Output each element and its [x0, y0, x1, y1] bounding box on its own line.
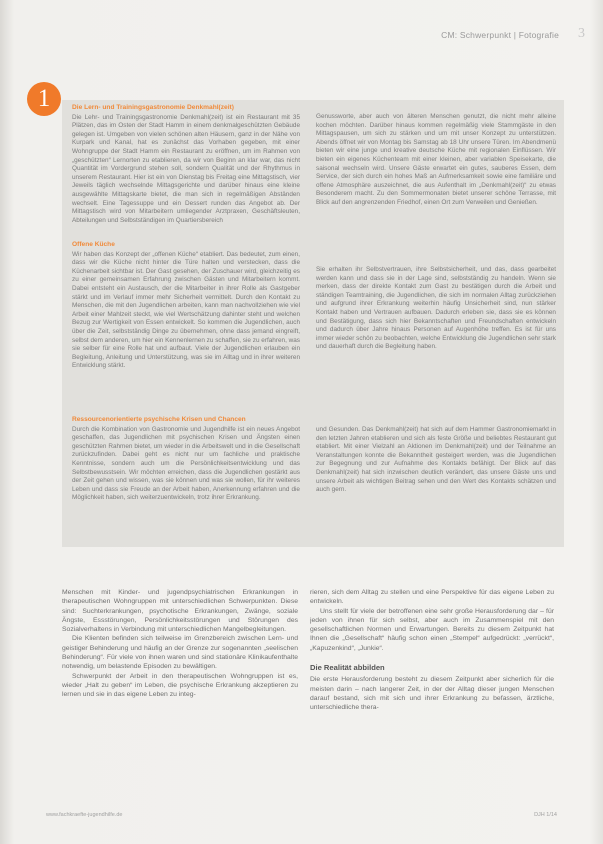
- box2-right-column: [316, 266, 556, 409]
- page-mark: 3: [578, 26, 585, 41]
- main-left-paragraph-2: Die Klienten befinden sich teilweise im Grenzbereich zwischen Lern- und geistiger Behinderung und häufig an der Grenze zur sogenannten „seelischen Behinderung“. Für viele von ihnen waren und sind stationäre Klinikaufenthalte notwendig, um belastende Episoden zu bewältigen.: [62, 635, 298, 671]
- box3-right-text: und Gesunden. Das Denkmahl(zeit) hat sich auf dem Hammer Gastronomiemarkt in den letzten Jahren etablieren und sich als feste Größe und beliebtes Restaurant gut etabliert. Mit einer Vielzahl an Aktionen im Denkmahl(zeit) und der Teilnahme an Veranstaltungen konnte die Bekanntheit gesteigert werden, was die Jugendlichen zur Begegnung und zur Aufnahme des Kontakts befähigt. Der Blick auf das Denkmahl(zeit) hat sich inzwischen deutlich verändert, das unsere Gäste uns und unsere Arbeit als wichtigen Beitrag sehen und den Wert des Kontakts schätzen und auch gern.: [316, 426, 556, 494]
- main-left-column: [62, 588, 298, 808]
- main-right-column: [310, 588, 554, 808]
- main-left-paragraph-1: Menschen mit Kinder- und jugendpsychiatrischen Erkrankungen in therapeutischen Wohngruppen mit unterschiedlichen Schwerpunkten. Diese sind: Suchterkrankungen, psychotische Erkrankungen, Zwänge, soziale Ängste, Essstörungen, Persönlichkeitsstörungen und Störungen des Sozialverhaltens in Verbindung mit unterschiedlichen Mangelbegleitungen.: [62, 589, 298, 634]
- box1-left-column: [72, 104, 300, 240]
- box2-heading: Offene Küche: [72, 241, 115, 248]
- main-right-paragraph-3: Die erste Herausforderung besteht zu diesem Zeitpunkt aber sicherlich für die meisten darin – nach langerer Zeit, in der der Alltag dieser jungen Menschen darauf bestand, sich mit sich und ihrer Erkrankung zu befassen, ärztliche, unterschiedliche thera-: [310, 676, 554, 712]
- main-right-heading: Die Realität abbilden: [310, 663, 385, 673]
- box3-left-text: Durch die Kombination von Gastronomie und Jugendhilfe ist ein neues Angebot geschaffen, das Jugendlichen mit psychischen Krisen und Ängsten einen geschützten Rahmen bietet, um wieder in die Arbeitswelt und in die Gesellschaft zurückzufinden. Dabei geht es nicht nur um fachliche und praktische Kenntnisse, sondern auch um die Persönlichkeitsentwicklung und das Selbstbewusstsein. Wir möchten erreichen, dass die Jugendlichen gestärkt aus der Zeit gehen und wissen, was sie können und was sie wollen, für ihr weiteres Leben und dass sie Freude an der Arbeit haben, Anerkennung erfahren und die Möglichkeit haben, sich weiterzuentwickeln, trotz ihrer Erkrankung.: [72, 425, 300, 502]
- box2-left-text: Wir haben das Konzept der „offenen Küche“ etabliert. Das bedeutet, zum einen, dass wir die Küche nicht hinter die Türe halten und verstecken, dass die Küchenarbeit sichtbar ist. Der Gast gesehen, der Zuschauer wird, gleichzeitig es zu einer gemeinsamen Erfahrung zwischen Gästen und Mitarbeitern kommt. Dabei entsteht ein Austausch, der die Mitarbeiter in ihrer Rolle als Gastgeber stärkt und im Verlauf immer mehr Sicherheit vermittelt. Durch den Kontakt zu Menschen, die mit den Jugendlichen arbeiten, kann man nachvollziehen wie viel Arbeit einer Mahlzeit steckt, wie viel Wertschätzung dahinter steht und welchen Bezug zur Wertigkeit von Essen entwickelt. So kommen die Jugendlichen, auch über die Zeit, selbstständig Dinge zu übernehmen, ohne dass jemand eingreift, selbst dem anderen, um hier ein Kennenlernen zu schaffen, sie zu erfahren, was sie selber für eine Rolle hat und aufbaut. Viele der Jugendlichen erlauben ein Begleitung, Anleitung und Unterstützung, was sie im Alltag und in ihrer weiteren Entwicklung stärkt.: [72, 250, 300, 370]
- box1-left-text: Die Lehr- und Trainingsgastronomie Denkmahl(zeit) ist ein Restaurant mit 35 Plätzen, das im Osten der Stadt Hamm in einem denkmalgeschützten Gebäude gelegen ist. Umgeben von vielen schönen alten Häusern, ganz in der Nähe von Kurpark und Kanal, hat es zunächst das Vorhaben gegeben, mit einer Wohngruppe der Stadt Hamm ein Restaurant zu eröffnen, um im Rahmen von „geschützten“ Lernorten zu etablieren, da wir von Beginn an klar war, das nicht Quantität im Vordergrund stehen soll, sondern Qualität und der Rhythmus in unserem Restaurant. Hier ist ein von Dienstag bis Freitag eine Mittagstisch, vier Jeweils täglich wechselnde Mittagsgerichte und darüber hinaus eine kleine ausgewählte Mittagskarte bietet, die man sich in regelmäßigen Abständen wechselt. Eine Tagessuppe und ein Dessert runden das Angebot ab. Der Mittagstisch wird von Mitarbeitern umliegender Arztpraxen, Geschäftsleuten, Abteilungen und Selbstständigen im Quartiersbereich: [72, 113, 300, 224]
- main-right-paragraph-2: Uns stellt für viele der betroffenen eine sehr große Herausforderung dar – für jeden von ihnen für sich selbst, aber auch im Zusammenspiel mit den gesellschaftlichen Normen und Erwartungen. Bereits zu diesem Zeitpunkt hat Ihnen die „Gesellschaft“ häufig schon einen „Stempel“ aufgedrückt: „verrückt“, „Kapuzenkind“, „Junkie“.: [310, 607, 554, 652]
- number-badge: 1: [27, 82, 61, 116]
- box3-right-column: [316, 426, 556, 544]
- box1-heading: Die Lern- und Trainingsgastronomie Denkmahl(zeit): [72, 104, 234, 111]
- box3-heading: Ressourcenorientierte psychische Krisen und Chancen: [72, 416, 246, 423]
- box1-right-column: [316, 113, 556, 240]
- main-right-paragraph-1: rieren, sich dem Alltag zu stellen und eine Perspektive für das eigene Leben zu entwickeln.: [310, 589, 554, 606]
- box2-right-text: Sie erhalten ihr Selbstvertrauen, ihre Selbstsicherheit, und das, dass gearbeitet werden kann und dass sie in der Lage sind, selbstständig zu handeln. Wenn sie merken, dass der direkte Kontakt zum Gast zu bestätigen durch die Arbeit und ständigen Teamtraining, die Jugendlichen, die sich im normalen Alltag zurückziehen und aufgrund ihrer Erkrankung weiterhin häufig Unsicherheit sind, nun stärker Kontakt haben und Vertrauen aufbauen. Dadurch erleben sie, dass sie es können und Bestätigung, dass sich hier Bekanntschaften und Freundschaften entwickeln und dadurch über Jahre hinaus Personen auf Augenhöhe treffen. Es ist für uns immer wieder schön zu beobachten, welche Entwicklung die Jugendlichen sehr stark und dauerhaft durch die Begleitung haben.: [316, 266, 556, 351]
- footer-url: www.fachkraefte-jugendhilfe.de: [46, 812, 123, 818]
- box2-left-column: [72, 241, 300, 409]
- box1-right-text: Genussworte, aber auch von älteren Menschen genutzt, die nicht mehr alleine kochen möchten. Darüber hinaus kommen regelmäßig viele Stammgäste in den Mittagspausen, um sich zu stärken und um mit unser Konzept zu unterstützen. Abends öffnet wir von Montag bis Samstag ab 18 Uhr unsere Türen. Im Abendmenü bieten wir eine junge und kreative deutsche Küche mit regionalen Einflüssen. Wir bieten ein eigenes Küchenteam mit einer kleinen, aber variablen Speisekarte, die saisonal wechseln wird. Unsere Gäste erwartet ein gutes, sauberes Essen, dem Service, der sich durch ein hohes Maß an Aufmerksamkeit sowie eine familiäre und offene Atmosphäre auszeichnet, die aus Aufenthalt im „Denkmahl(zeit)“ zu etwas Besonderem macht. Zu den Sommermonaten bietet unserer schöne Terrasse, mit Blick auf den angrenzenden Friedhof, einen Ort zum Verweilen und Genießen.: [316, 113, 556, 206]
- main-left-paragraph-3: Schwerpunkt der Arbeit in den therapeutischen Wohngruppen ist es, wieder „Halt zu geben“ im Leben, die psychische Erkrankung akzeptieren zu lernen und sie in das eigene Leben zu integ-: [62, 672, 298, 699]
- footer-issue: DJH 1/14: [534, 812, 557, 818]
- box3-left-column: [72, 416, 300, 544]
- running-header: CM: Schwerpunkt | Fotografie: [441, 30, 559, 40]
